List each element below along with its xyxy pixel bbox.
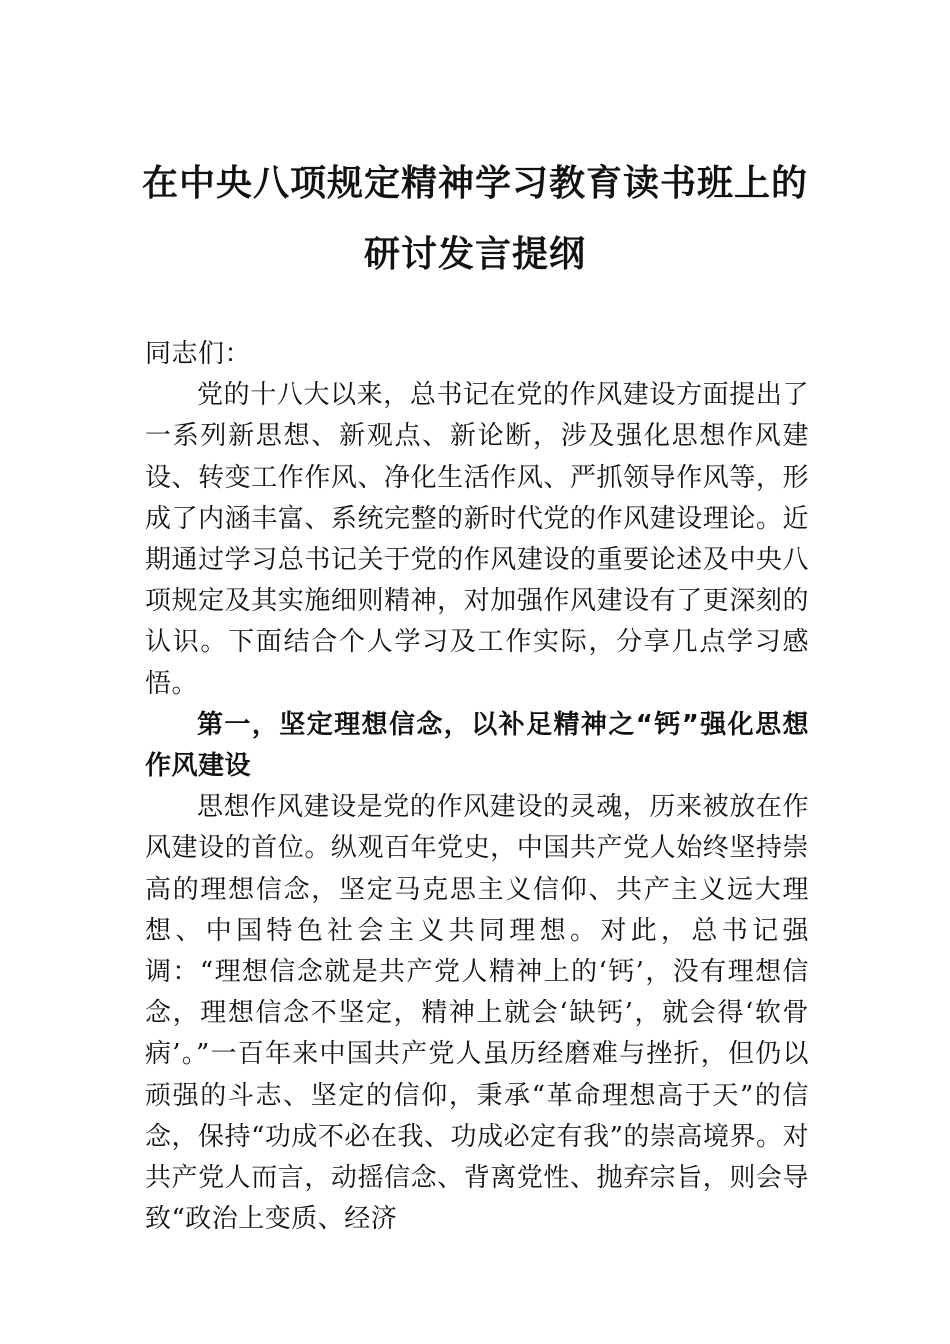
- document-title-line-1: 在中央八项规定精神学习教育读书班上的: [141, 162, 808, 204]
- intro-paragraph: 党的十八大以来，总书记在党的作风建设方面提出了一系列新思想、新观点、新论断，涉及强化思想作风建设、转变工作作风、净化生活作风、严抓领导作风等，形成了内涵丰富、系统完整的新时代党的作风建设理论。近期通过学习总书记关于党的作风建设的重要论述及中央八项规定及其实施细则精神，对加强作风建设有了更深刻的认识。下面结合个人学习及工作实际，分享几点学习感悟。: [145, 380, 809, 699]
- section-paragraph-1: 思想作风建设是党的作风建设的灵魂，历来被放在作风建设的首位。纵观百年党史，中国共产党人始终坚持崇高的理想信念，坚定马克思主义信仰、共产主义远大理想、中国特色社会主义共同理想。对此，总书记强调：“理想信念就是共产党人精神上的‘钙’，没有理想信念，理想信念不坚定，精神上就会‘缺钙’，就会得‘软骨病’。”一百年来中国共产党人虽历经磨难与挫折，但仍以顽强的斗志、坚定的信仰，秉承“革命理想高于天”的信念，保持“功成不必在我、功成必定有我”的崇高境界。对共产党人而言，动摇信念、背离党性、抛弃宗旨，则会导致“政治上变质、经济: [145, 792, 809, 1235]
- greeting: 同志们：: [145, 339, 252, 369]
- document-body: [145, 334, 809, 1240]
- section-heading-1: 第一，坚定理想信念，以补足精神之“钙”强化思想作风建设: [145, 709, 809, 782]
- document-title-line-2: 研讨发言提纲: [363, 233, 586, 275]
